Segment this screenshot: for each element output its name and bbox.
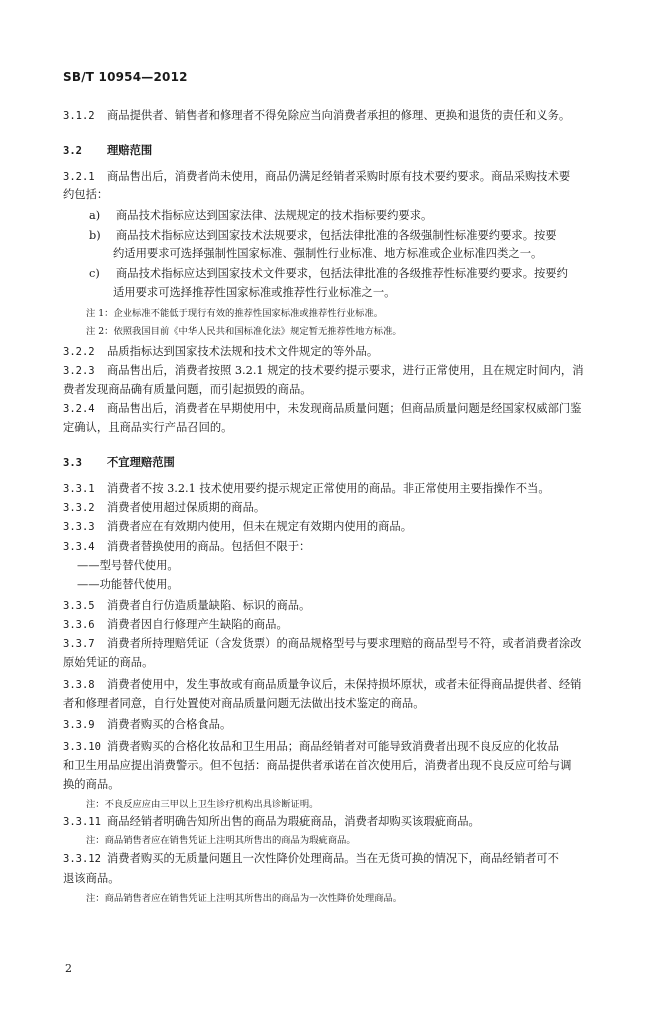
note-3-3-11: 注：商品销售者应在销售凭证上注明其所售出的商品为瑕疵商品。 — [86, 835, 356, 846]
clause-3-3-8-continued: 者和修理者同意，自行处置使对商品质量问题无法做出技术鉴定的商品。 — [63, 697, 425, 710]
clause-3-2-3-continued: 费者发现商品确有质量问题，而引起损毁的商品。 — [63, 383, 312, 396]
note-1: 注 1：企业标准不能低于现行有效的推荐性国家标准或推荐性行业标准。 — [86, 308, 384, 319]
list-item-b-continued: 约适用要求可选择强制性国家标准、强制性行业标准、地方标准或企业标准四类之一。 — [113, 247, 543, 260]
clause-3-1-2: 3.1.2 商品提供者、销售者和修理者不得免除应当向消费者承担的修理、更换和退货的责任和义务。 — [63, 109, 571, 122]
list-item-b: b) 商品技术指标应达到国家技术法规要求，包括法律批准的各级强制性标准要约要求。按要 — [89, 229, 557, 242]
clause-3-2-4: 3.2.4 商品售出后，消费者在早期使用中，未发现商品质量问题；但商品质量问题是经国家权威部门鉴 — [63, 402, 582, 415]
clause-3-3-10-continued: 和卫生用品应提出消费警示。但不包括：商品提供者承诺在首次使用后，消费者出现不良反应可给与调 — [63, 759, 572, 772]
note-3-3-12: 注：商品销售者应在销售凭证上注明其所售出的商品为一次性降价处理商品。 — [86, 893, 403, 904]
clause-3-3-7-continued: 原始凭证的商品。 — [63, 656, 154, 669]
clause-3-3-2: 3.3.2 消费者使用超过保质期的商品。 — [63, 501, 266, 514]
clause-3-3-3: 3.3.3 消费者应在有效期内使用，但未在规定有效期内使用的商品。 — [63, 520, 413, 533]
clause-3-3-6: 3.3.6 消费者因自行修理产生缺陷的商品。 — [63, 618, 288, 631]
dash-item-model-substitution: ——型号替代使用。 — [77, 559, 179, 572]
clause-3-3-10-continued-2: 换的商品。 — [63, 778, 120, 791]
clause-3-2-3: 3.2.3 商品售出后，消费者按照 3.2.1 规定的技术要约提示要求，进行正常使用，且在规定时间内，消 — [63, 364, 584, 377]
note-3-3-10: 注：不良反应应由三甲以上卫生诊疗机构出具诊断证明。 — [86, 799, 319, 810]
page-number: 2 — [65, 962, 72, 975]
clause-3-3-1: 3.3.1 消费者不按 3.2.1 技术使用要约提示规定正常使用的商品。非正常使用主要指操作不当。 — [63, 482, 550, 495]
clause-3-3-12-continued: 退该商品。 — [63, 872, 120, 885]
clause-3-3-11: 3.3.11 商品经销者明确告知所出售的商品为瑕疵商品，消费者却购买该瑕疵商品。 — [63, 815, 480, 828]
clause-3-2-4-continued: 定确认，且商品实行产品召回的。 — [63, 421, 233, 434]
clause-3-3-9: 3.3.9 消费者购买的合格食品。 — [63, 718, 232, 731]
section-3-3-heading: 3.3 不宜理赔范围 — [63, 455, 175, 469]
clause-3-3-4: 3.3.4 消费者替换使用的商品。包括但不限于： — [63, 540, 311, 553]
clause-3-3-8: 3.3.8 消费者使用中，发生事故或有商品质量争议后，未保持损坏原状，或者未征得商品提供者、经销 — [63, 678, 582, 691]
list-item-c: c) 商品技术指标应达到国家技术文件要求，包括法律批准的各级推荐性标准要约要求。按要约 — [89, 267, 568, 280]
standard-code-header: SB/T 10954—2012 — [63, 70, 188, 84]
clause-3-2-2: 3.2.2 品质指标达到国家技术法规和技术文件规定的等外品。 — [63, 345, 379, 358]
clause-3-2-1-continued: 约包括： — [63, 188, 109, 201]
clause-3-3-7: 3.3.7 消费者所持理赔凭证（含发货票）的商品规格型号与要求理赔的商品型号不符，或者消费者涂改 — [63, 637, 582, 650]
clause-3-3-10: 3.3.10 消费者购买的合格化妆品和卫生用品；商品经销者对可能导致消费者出现不良反应的化妆品 — [63, 740, 559, 753]
note-2: 注 2：依照我国目前《中华人民共和国标准化法》规定暂无推荐性地方标准。 — [86, 326, 402, 337]
clause-3-3-5: 3.3.5 消费者自行仿造质量缺陷、标识的商品。 — [63, 599, 311, 612]
clause-3-3-12: 3.3.12 消费者购买的无质量问题且一次性降价处理商品。当在无货可换的情况下，商品经销者可不 — [63, 852, 559, 865]
section-3-2-heading: 3.2 理赔范围 — [63, 143, 153, 157]
dash-item-function-substitution: ——功能替代使用。 — [77, 578, 179, 591]
list-item-a: a) 商品技术指标应达到国家法律、法规规定的技术指标要约要求。 — [89, 209, 433, 222]
list-item-c-continued: 适用要求可选择推荐性国家标准或推荐性行业标准之一。 — [113, 286, 396, 299]
clause-3-2-1: 3.2.1 商品售出后，消费者尚未使用，商品仍满足经销者采购时原有技术要约要求。商品采购技术要 — [63, 170, 571, 183]
